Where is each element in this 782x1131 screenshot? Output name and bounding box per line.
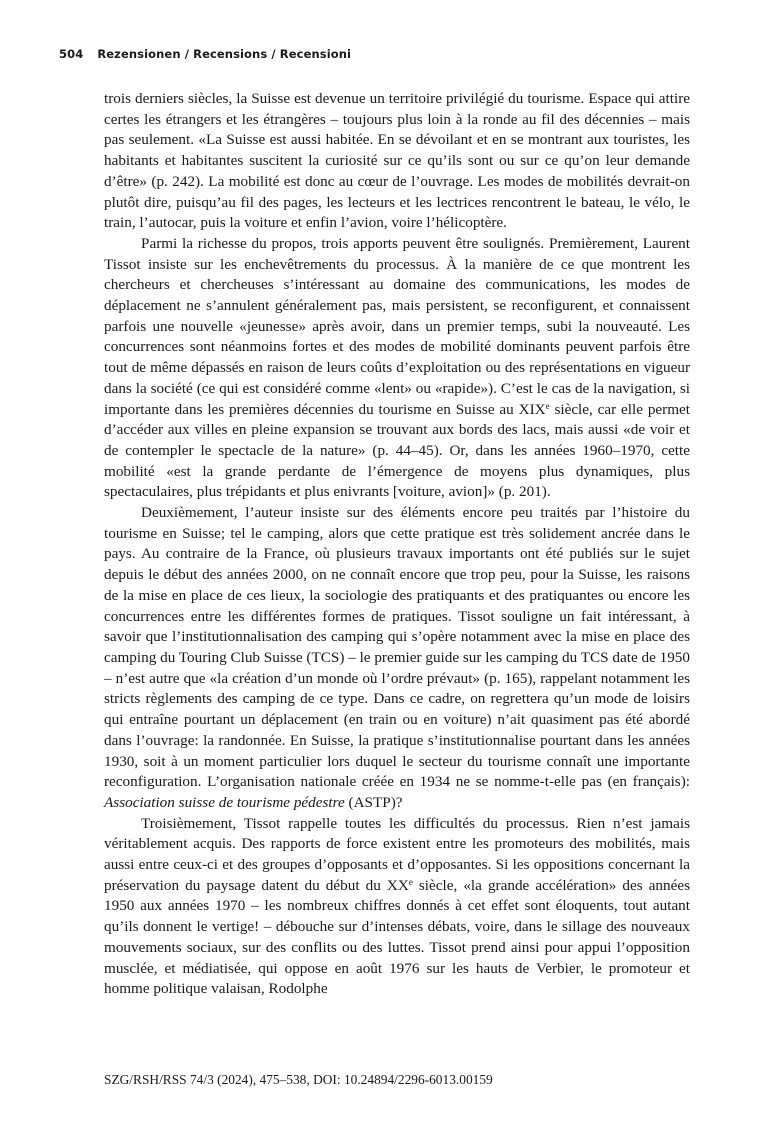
paragraph: [104, 503, 690, 814]
paragraph: [104, 89, 690, 234]
section-title: Rezensionen / Recensions / Recensioni: [97, 47, 352, 61]
superscript: e: [545, 400, 550, 411]
text-run: siècle, «la grande accélération» des années 1950 aux années 1970 – les nombreux chiffres donnés à cet effet sont éloquents, tout autant qu’ils donnent le vertige! – débouche sur d’intenses débats, voire, dans le sillage des nouveaux mouvements sociaux, sur des conflits ou des luttes. Tissot prend ainsi pour appui l’opposition musclée, et médiatisée, qui oppose en août 1976 sur les hauts de Verbier, le promoteur et homme politique valaisan, Rodolphe: [104, 876, 690, 998]
text-run: (ASTP)?: [344, 793, 403, 811]
text-run: trois derniers siècles, la Suisse est devenue un territoire privilégié du tourisme. Espace qui attire certes les étrangers et les étrangères – toujours plus loin à la ronde au fil des décennies – mais pas seulement. «La Suisse est aussi habitée. En se dévoilant et en se montrant aux touristes, les habitants et habitantes suscitent la curiosité sur ce qu’ils sont ou sur ce qu’on leur demande d’être» (p. 242). La mobilité est donc au cœur de l’ouvrage. Les modes de mobilités devrait-on plutôt dire, puisqu’au fil des pages, les lecteurs et les lectrices rencontrent le bateau, le vélo, le train, l’autocar, puis la voiture et enfin l’avion, voire l’hélicoptère.: [104, 90, 690, 232]
running-head: [59, 47, 699, 61]
page-number: 504: [59, 47, 84, 61]
text-run: Deuxièmement, l’auteur insiste sur des éléments encore peu traités par l’histoire du tourisme en Suisse; tel le camping, alors que cette pratique est très solidement ancrée dans le pays. Au contraire de la France, où plusieurs travaux importants ont été publiés sur le sujet depuis le début des années 2000, on ne connaît encore que trop peu, pour la Suisse, les raisons de la mise en place de ces lieux, la sociologie des pratiquants et des pratiquantes ou encore les concurrences entre les différentes formes de pratiques. Tissot souligne un fait intéressant, à savoir que l’institutionnalisation des camping qui s’opère notamment avec la mise en place des camping du Touring Club Suisse (TCS) – le premier guide sur les camping du TCS date de 1950 – n’est autre que «la création d’un monde où l’ordre prévaut» (p. 165), rappelant notamment les stricts règlements des camping de ce type. Dans ce cadre, on regrettera qu’un mode de loisirs qui entraîne pourtant un déplacement (en train ou en voiture) n’ait quasiment pas été abordé dans l’ouvrage: la randonnée. En Suisse, la pratique s’institutionnalise pourtant dans les années 1930, soit à un moment particulier lors duquel le secteur du tourisme connaît une importante reconfiguration. L’organisation nationale créée en 1934 ne se nomme-t-elle pas (en français):: [104, 504, 690, 791]
italic-title: Association suisse de tourisme pédestre: [104, 793, 345, 811]
superscript: e: [408, 876, 413, 887]
paragraph: [104, 234, 690, 503]
paragraph: [104, 814, 690, 1000]
text-run: siècle, car elle permet d’accéder aux villes en pleine expansion se trouvant aux bords des lacs, mais aussi «de voir et de contempler le spectacle de la nature» (p. 44–45). Or, dans les années 1960–1970, cette mobilité «est la grande perdante de l’émergence de moyens plus dynamiques, plus spectaculaires, plus trépidants et plus enivrants [voiture, avion]» (p. 201).: [104, 400, 690, 501]
review-body-text: [104, 89, 690, 1000]
text-run: Troisièmement, Tissot rappelle toutes les difficultés du processus. Rien n’est jamais véritablement acquis. Des rapports de force existent entre les promoteurs des mobilités, mais aussi entre ceux-ci et des groupes d’opposants et d’opposantes. Si les oppositions concernant la préservation du paysage datent du début du XX: [104, 814, 690, 894]
journal-citation-footer: SZG/RSH/RSS 74/3 (2024), 475–538, DOI: 10.24894/2296-6013.00159: [104, 1072, 493, 1087]
text-run: Parmi la richesse du propos, trois apports peuvent être soulignés. Premièrement, Laurent Tissot insiste sur les enchevêtrements du processus. À la manière de ce que montrent les chercheurs et chercheuses s’intéressant au domaine des communications, les modes de déplacement ne s’annulent généralement pas, mais persistent, se reconfigurent, et connaissent parfois une nouvelle «jeunesse» après avoir, dans un premier temps, subi la nouveauté. Les concurrences sont néanmoins fortes et des modes de mobilité dominants peuvent parfois être tout de même dépassés en raison de leurs coûts d’exploitation ou des représentations en vigueur dans la société (ce qui est considéré comme «lent» ou «rapide»). C’est le cas de la navigation, si importante dans les premières décennies du tourisme en Suisse au XIX: [104, 234, 690, 418]
